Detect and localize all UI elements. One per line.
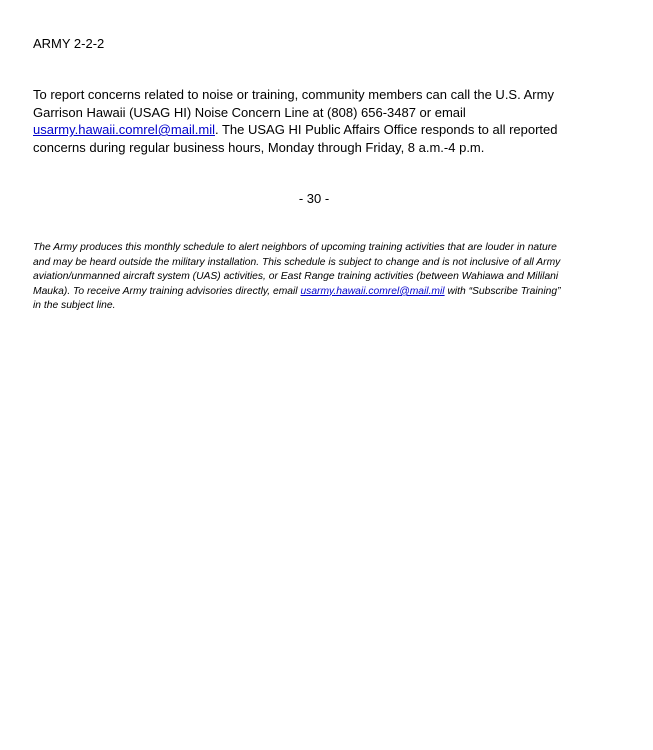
disclaimer-line-4 [33, 285, 608, 300]
disclaimer-line-3: aviation/unmanned aircraft system (UAS) activities, or East Range training activities (between Wahiawa and Mililani [33, 271, 559, 283]
disclaimer-email-link[interactable]: usarmy.hawaii.comrel@mail.mil [300, 285, 445, 297]
disclaimer-line-1: The Army produces this monthly schedule to alert neighbors of upcoming training activities that are louder in nature [33, 242, 557, 253]
notice-email-link[interactable]: usarmy.hawaii.comrel@mail.mil [33, 122, 215, 137]
document-heading: ARMY 2-2-2 [33, 36, 105, 51]
notice-line-4: concerns during regular business hours, Monday through Friday, 8 a.m.-4 p.m. [33, 139, 485, 155]
schedule-disclaimer [33, 241, 608, 314]
notice-line-3 [33, 121, 573, 139]
disclaimer-line-5: in the subject line. [33, 300, 116, 312]
disclaimer-line-2: and may be heard outside the military installation. This schedule is subject to change and is not inclusive of all Army [33, 256, 561, 268]
notice-line-3-text: . The USAG HI Public Affairs Office responds to all reported [215, 122, 558, 137]
disclaimer-line-4-tail: with “Subscribe Training” [444, 285, 561, 297]
notice-line-1: To report concerns related to noise or training, community members can call the U.S. Army [33, 87, 554, 102]
page-number: - 30 - [298, 191, 330, 206]
notice-line-2: Garrison Hawaii (USAG HI) Noise Concern Line at (808) 656-3487 or email [33, 104, 466, 120]
disclaimer-line-4-text: Mauka). To receive Army training advisories directly, email [33, 285, 301, 297]
noise-concern-notice [33, 86, 573, 156]
